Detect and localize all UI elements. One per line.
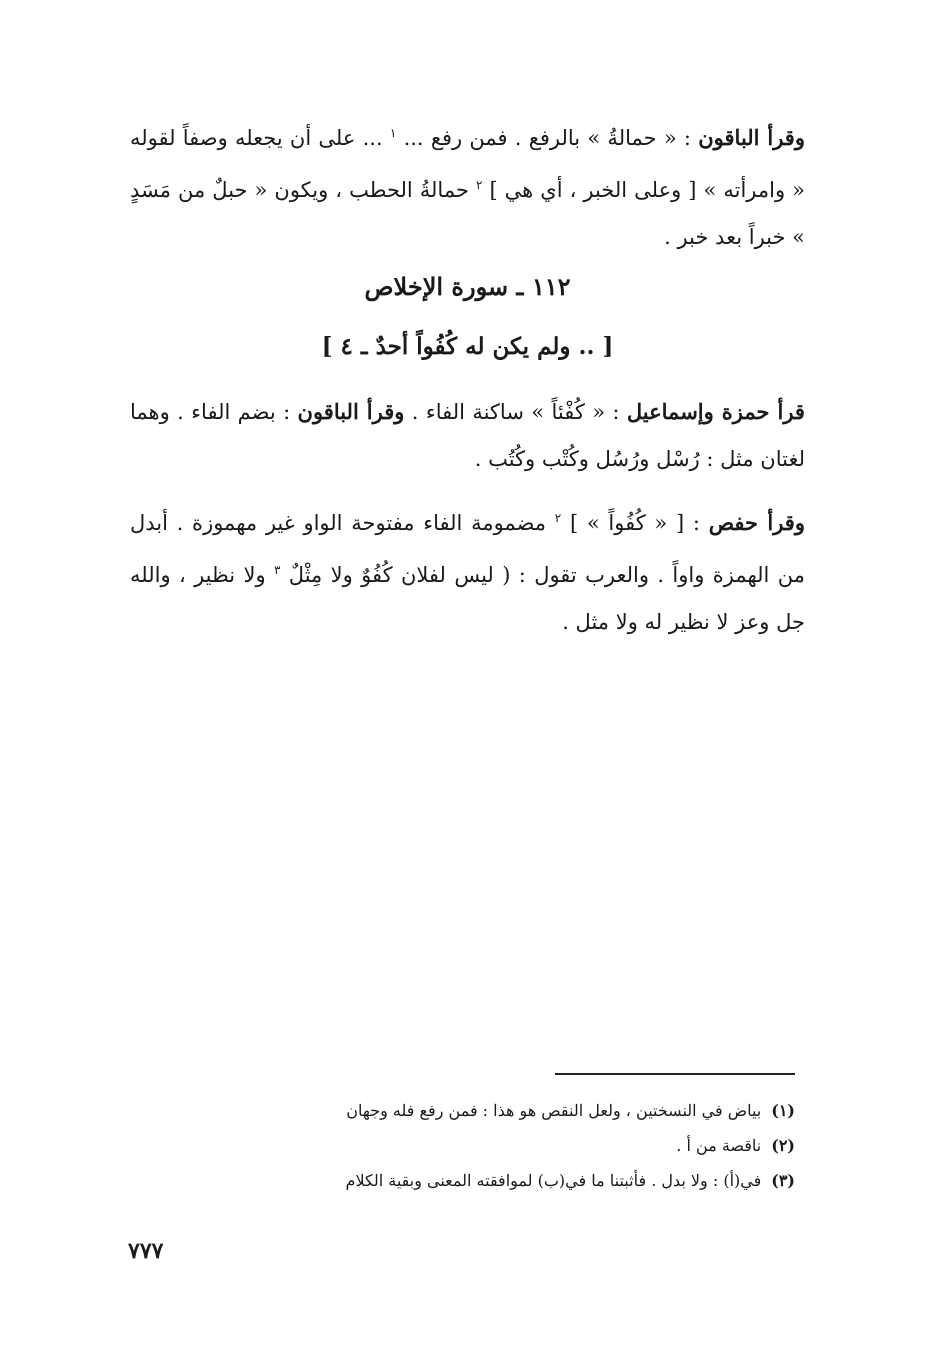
footnote [260, 1093, 795, 1128]
page-number: ٧٧٧ [128, 1238, 164, 1264]
paragraph-3 [130, 495, 805, 646]
paragraph-text: حمالةُ الحطب ، ويكون « حبلٌ من مَسَدٍ » خبراً بعد خبر . [130, 178, 805, 249]
paragraph-text: : « كُفْئاً » ساكنة الفاء . [411, 400, 620, 424]
footnote-ref[interactable]: ٣ [273, 563, 281, 577]
paragraph-text: : « حمالةُ » بالرفع . فمن رفع ... [403, 126, 691, 150]
footnote-number: (٣) [771, 1171, 795, 1190]
verse-quote: [ .. ولم يكن له كُفُواً أحدٌ ـ ٤ ] [321, 333, 614, 360]
paragraph-text: : [ « كُفُواً » ] [569, 511, 700, 535]
reader-lead: قرأ حمزة وإسماعيل [626, 399, 805, 424]
reader-lead: وقرأ الباقون [698, 125, 805, 150]
reader-lead: وقرأ حفص [708, 510, 805, 535]
reader-lead: وقرأ الباقون [297, 399, 405, 424]
paragraph-text: ولا نظير ، والله جل وعز لا نظير له ولا مثل . [130, 563, 805, 634]
paragraph-2 [130, 388, 805, 483]
footnote-ref[interactable]: ٢ [475, 178, 483, 192]
paragraph-text: : بضم الفاء . وهما لغتان مثل : رُسْل ورُسُل وكُتْب وكُتُب . [130, 400, 805, 471]
footnotes [260, 1093, 795, 1198]
footnote-text: في(أ) : ولا بدل . فأثبتنا ما في(ب) لموافقته المعنى وبقية الكلام [345, 1171, 762, 1190]
surah-title: ١١٢ ـ سورة الإخلاص [364, 272, 571, 301]
footnote-divider [555, 1073, 795, 1075]
footnote-ref[interactable]: ٢ [554, 511, 562, 525]
footnote-number: (٢) [771, 1136, 795, 1155]
footnote-text: ناقصة من أ . [676, 1136, 762, 1155]
footnote [260, 1128, 795, 1163]
paragraph-text: مضمومة الفاء مفتوحة الواو غير مهموزة . أبدل من الهمزة واواً . والعرب تقول : ( ليس لفلان كُفُوٌ ولا مِثْلٌ [130, 511, 805, 587]
paragraph-1 [130, 110, 805, 261]
footnote-text: بياض في النسختين ، ولعل النقص هو هذا : فمن رفع فله وجهان [346, 1101, 762, 1120]
footnote-ref[interactable]: ١ [389, 126, 397, 140]
footnote-number: (١) [771, 1101, 795, 1120]
footnote [260, 1163, 795, 1198]
paragraph-text: ... على أن يجعله وصفاً لقوله « وامرأته » [ وعلى الخبر ، أي هي ] [130, 126, 805, 202]
